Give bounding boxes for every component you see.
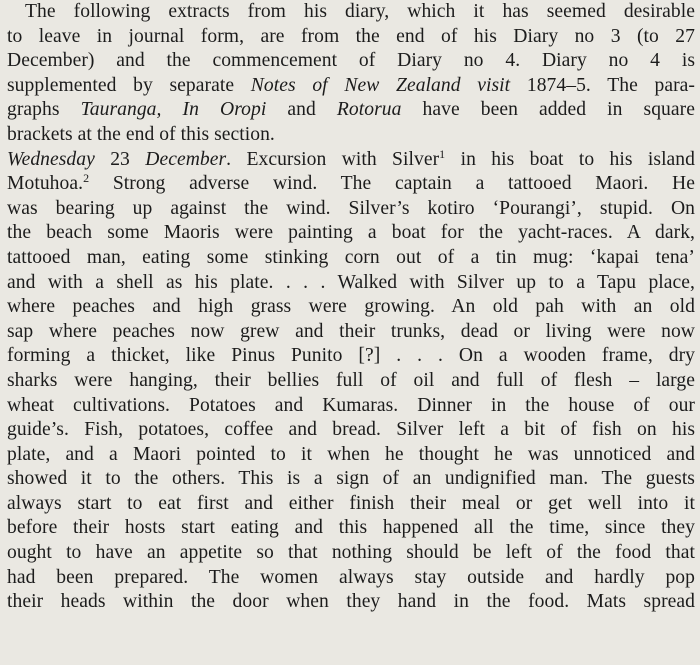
text-line xyxy=(7,98,695,123)
text-line xyxy=(7,271,695,296)
text-run: before their hosts start eating and this happened all the time, since they xyxy=(7,517,695,539)
text-run: The following extracts from his diary, which it has seemed desirable xyxy=(25,1,695,22)
text-run: where peaches and high grass were growing. An old pah with an old xyxy=(7,296,695,318)
text-run: the beach some Maoris were painting a boat for the yacht-races. A dark, xyxy=(7,222,695,244)
text-line xyxy=(7,492,695,517)
text-run: 1874–5. The para- xyxy=(510,74,695,96)
text-line xyxy=(7,0,695,25)
text-run: sharks were hanging, their bellies full of oil and full of flesh – large xyxy=(7,369,695,391)
footnote-marker: 2 xyxy=(83,171,90,186)
text-line xyxy=(7,148,695,173)
text-run: wheat cultivations. Potatoes and Kumaras. Dinner in the house of our xyxy=(7,394,695,416)
text-run: . Excursion with Silver xyxy=(226,148,440,170)
text-run: graphs xyxy=(7,99,81,121)
text-run: and with a shell as his plate. . . . Walked with Silver up to a Tapu place, xyxy=(7,271,695,293)
text-line xyxy=(7,467,695,492)
document-text xyxy=(7,0,695,615)
text-run: to leave in journal form, are from the end of his Diary no 3 (to 27 xyxy=(7,25,695,47)
paragraph-entry-23-december xyxy=(7,148,695,615)
text-line xyxy=(7,172,695,197)
text-run: their heads within the door when they hand in the food. Mats spread xyxy=(7,591,695,613)
paragraph-intro xyxy=(7,0,695,148)
text-run: December) and the commencement of Diary no 4. Diary no 4 is xyxy=(7,50,695,72)
text-line xyxy=(7,541,695,566)
italic-text: Tauranga, In Oropi xyxy=(80,99,267,121)
text-line xyxy=(7,74,695,99)
text-line xyxy=(7,394,695,419)
italic-text: Rotorua xyxy=(336,99,402,121)
text-run: supplemented by separate xyxy=(7,74,251,96)
text-line xyxy=(7,344,695,369)
text-run: 23 xyxy=(94,148,146,170)
text-line xyxy=(7,49,695,74)
text-run: forming a thicket, like Pinus Punito [?] . . . On a wooden frame, dry xyxy=(7,345,695,367)
footnote-marker: 1 xyxy=(439,146,446,161)
text-line xyxy=(7,221,695,246)
text-line xyxy=(7,443,695,468)
text-run: have been added in square xyxy=(401,99,695,121)
text-line xyxy=(7,25,695,50)
text-run: guide’s. Fish, potatoes, coffee and bread. Silver left a bit of fish on his xyxy=(7,419,695,441)
text-run: had been prepared. The women always stay outside and hardly pop xyxy=(7,566,695,588)
text-line xyxy=(7,197,695,222)
italic-text: Notes of New Zealand visit xyxy=(250,74,511,96)
text-line xyxy=(7,418,695,443)
text-line xyxy=(7,590,695,615)
text-run: sap where peaches now grew and their trunks, dead or living were now xyxy=(7,320,695,342)
text-line xyxy=(7,123,695,148)
text-run: Strong adverse wind. The captain a tattooed Maori. He xyxy=(89,173,695,195)
text-run: brackets at the end of this section. xyxy=(7,123,275,145)
text-line xyxy=(7,295,695,320)
text-run: and xyxy=(266,99,337,121)
text-run: tattooed man, eating some stinking corn out of a tin mug: ‘kapai tena’ xyxy=(7,246,695,268)
text-line xyxy=(7,246,695,271)
text-run: in his boat to his island xyxy=(445,148,696,170)
text-line xyxy=(7,516,695,541)
text-run: always start to eat first and either finish their meal or get well into it xyxy=(7,492,695,514)
italic-text: Wednesday xyxy=(7,148,95,170)
text-run: Motuhoa. xyxy=(7,173,84,195)
text-line xyxy=(7,566,695,591)
text-line xyxy=(7,369,695,394)
text-run: showed it to the others. This is a sign of an undignified man. The guests xyxy=(7,468,695,490)
italic-text: December xyxy=(145,148,227,170)
text-run: ought to have an appetite so that nothing should be left of the food that xyxy=(7,542,695,564)
text-line xyxy=(7,320,695,345)
text-run: was bearing up against the wind. Silver’s kotiro ‘Pourangi’, stupid. On xyxy=(7,197,695,219)
text-run: plate, and a Maori pointed to it when he thought he was unnoticed and xyxy=(7,443,695,465)
